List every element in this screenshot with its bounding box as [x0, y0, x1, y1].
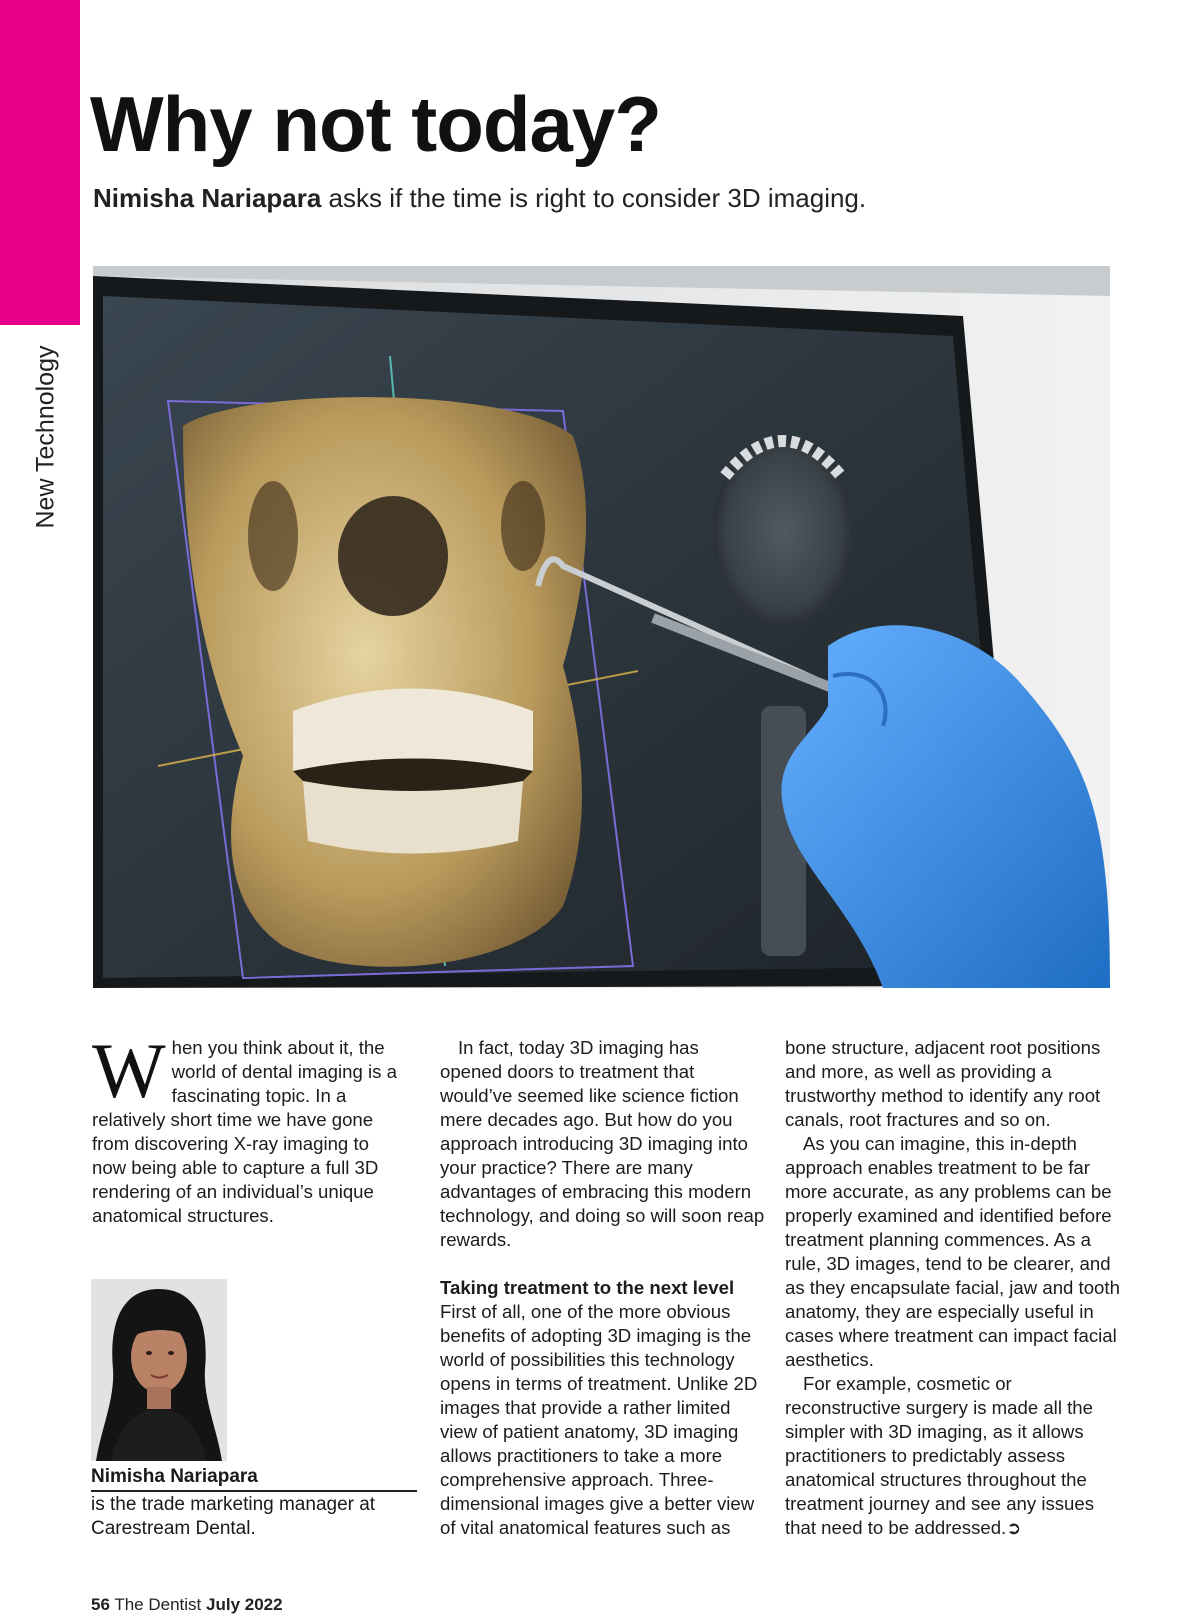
section-label: New Technology — [31, 345, 60, 529]
page-title: Why not today? — [90, 80, 661, 168]
page-footer — [91, 1595, 283, 1615]
article-subheading: Taking treatment to the next level — [440, 1277, 735, 1298]
standfirst-text: asks if the time is right to consider 3D imaging. — [321, 183, 867, 213]
drop-cap: W — [92, 1027, 166, 1114]
issue-date: July 2022 — [206, 1595, 283, 1614]
hero-image-illustration — [93, 266, 1110, 988]
author-portrait — [91, 1279, 227, 1461]
hero-image-3d-skull-scan — [93, 266, 1110, 988]
continue-arrow-icon: ➲ — [1006, 1518, 1022, 1538]
article-paragraph: As you can imagine, this in-depth approach enables treatment to be far more accurate, as any problems can be properly examined and identified before treatment planning commences. As a rule, 3D images, tend to be clearer, and as they encapsulate facial, jaw and tooth anatomy, they are especially useful in cases where treatment can impact facial aesthetics. — [785, 1133, 1120, 1370]
page-number: 56 — [91, 1595, 110, 1614]
article-paragraph: In fact, today 3D imaging has opened doors to treatment that would’ve seemed like science fiction mere decades ago. But how do you approach introducing 3D imaging into your practice? There are many advantages of embracing this modern technology, and doing so will soon reap rewards. — [440, 1037, 765, 1250]
article-paragraph: First of all, one of the more obvious benefits of adopting 3D imaging is the world of possibilities this technology opens in terms of treatment. Unlike 2D images that provide a rather limited view of patient anatomy, 3D imaging allows practitioners to take a more comprehensive approach. Three-dimensional images give a better view of vital anatomical features such as — [440, 1301, 758, 1538]
article-column-2 — [440, 1036, 765, 1540]
section-color-bar — [0, 0, 80, 325]
article-paragraph: bone structure, adjacent root positions and more, as well as providing a trustworthy method to identify any root canals, root fractures and so on. — [785, 1037, 1101, 1130]
standfirst — [93, 183, 866, 214]
author-name: Nimisha Nariapara — [91, 1466, 417, 1492]
publication-name: The Dentist — [114, 1595, 202, 1614]
article-column-1 — [92, 1027, 407, 1228]
author-bio: is the trade marketing manager at Carestream Dental. — [91, 1494, 376, 1539]
article-paragraph: For example, cosmetic or reconstructive surgery is made all the simpler with 3D imaging, as it allows practitioners to predictably assess anatomical structures throughout the treatment journey and see any issues that need to be addressed. — [785, 1373, 1095, 1538]
author-photo — [91, 1279, 227, 1461]
article-column-3 — [785, 1036, 1120, 1540]
article-paragraph: hen you think about it, the world of dental imaging is a fascinating topic. In a relatively short time we have gone from discovering X-ray imaging to now being able to capture a full 3D rendering of an individual’s unique anatomical structures. — [92, 1037, 397, 1226]
standfirst-author: Nimisha Nariapara — [93, 183, 322, 213]
